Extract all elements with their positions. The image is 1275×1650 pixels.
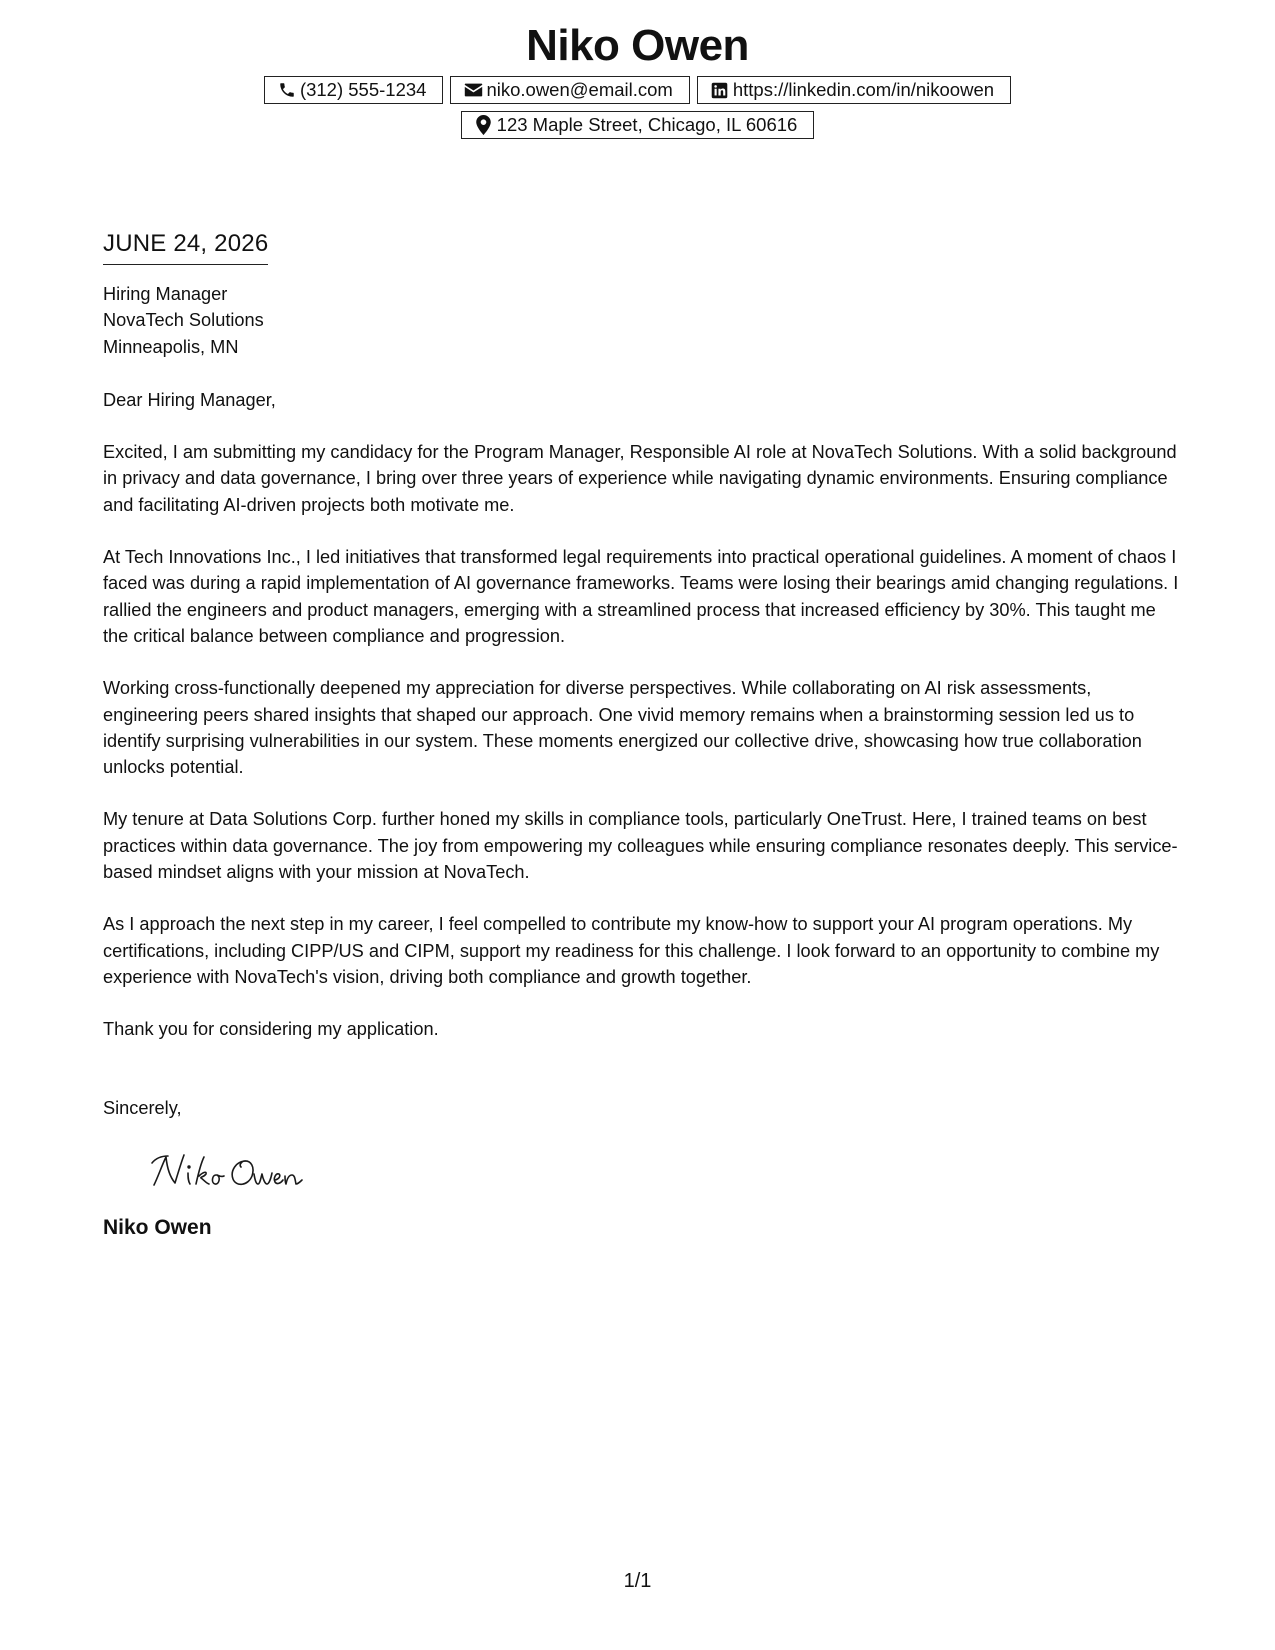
paragraph: At Tech Innovations Inc., I led initiatives that transformed legal requirements into practical operational guidelines. A moment of chaos I faced was during a rapid implementation of AI governance frameworks. Teams were losing their bearings amid changing regulations. I rallied the engineers and product managers, emerging with a streamlined process that increased efficiency by 30%. This taught me the critical balance between compliance and progression.	[103, 547, 1179, 646]
address-contact	[461, 111, 815, 139]
salutation: Dear Hiring Manager,	[103, 389, 276, 410]
letter-date: JUNE 24, 2026	[103, 226, 268, 265]
linkedin-text: https://linkedin.com/in/nikoowen	[732, 79, 995, 100]
contact-row	[0, 76, 1275, 104]
paragraph: As I approach the next step in my career, I feel compelled to contribute my know-how to support your AI program operations. My certifications, including CIPP/US and CIPM, support my readiness for this challenge. I look forward to an opportunity to combine my experience with NovaTech's vision, driving both compliance and growth together.	[103, 914, 1160, 987]
map-pin-icon	[474, 115, 494, 135]
letter-header	[0, 18, 1275, 139]
paragraph: My tenure at Data Solutions Corp. further honed my skills in compliance tools, particularly OneTrust. Here, I trained teams on best practices within data governance. The joy from empowering my colleagues while ensuring compliance resonates deeply. This service-based mindset aligns with your mission at NovaTech.	[103, 809, 1178, 883]
recipient-company: NovaTech Solutions	[103, 310, 264, 331]
email-text: niko.owen@email.com	[486, 79, 673, 100]
phone-contact[interactable]	[264, 76, 444, 104]
page-number: 1/1	[623, 1570, 652, 1592]
signature-graphic	[148, 1143, 328, 1203]
linkedin-contact[interactable]	[697, 76, 1011, 104]
email-contact[interactable]	[450, 76, 689, 104]
paragraph: Thank you for considering my application.	[103, 1019, 439, 1040]
address-text: 123 Maple Street, Chicago, IL 60616	[496, 114, 798, 135]
closing: Sincerely,	[103, 1097, 182, 1118]
phone-text: (312) 555-1234	[299, 79, 427, 100]
recipient-title: Hiring Manager	[103, 284, 228, 304]
applicant-name: Niko Owen	[526, 21, 749, 70]
phone-icon	[277, 80, 297, 100]
linkedin-icon	[710, 80, 730, 100]
address-row	[0, 111, 1275, 139]
envelope-icon	[463, 80, 483, 100]
paragraph: Working cross-functionally deepened my appreciation for diverse perspectives. While collaborating on AI risk assessments, engineering peers shared insights that shaped our approach. One vivid memory remains when a brainstorming session led us to identify surprising vulnerabilities in our system. These moments energized our collective drive, showcasing how true collaboration unlocks potential.	[103, 678, 1142, 778]
letter-body	[103, 226, 1183, 1241]
recipient-location: Minneapolis, MN	[103, 336, 239, 357]
recipient-block	[103, 281, 1183, 360]
paragraph: Excited, I am submitting my candidacy for the Program Manager, Responsible AI role at NovaTech Solutions. With a solid background in privacy and data governance, I bring over three years of experience while navigating dynamic environments. Ensuring compliance and facilitating AI-driven projects both motivate me.	[103, 442, 1177, 515]
handwritten-signature	[148, 1143, 1183, 1203]
signer-name: Niko Owen	[103, 1215, 212, 1239]
